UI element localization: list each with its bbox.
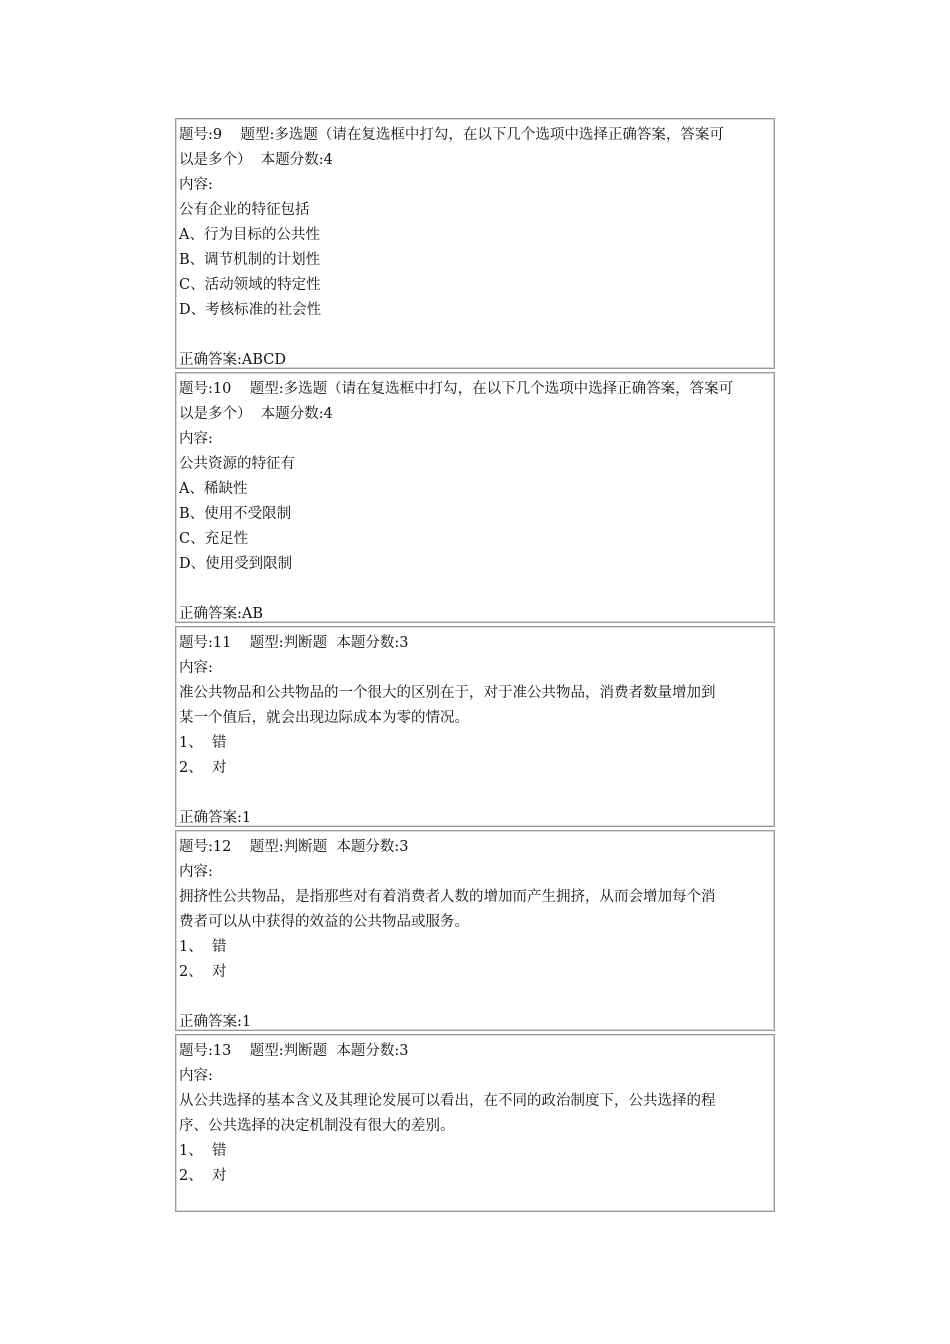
option-b: B、调节机制的计划性 [179, 252, 321, 268]
question-stem-cont: 某一个值后，就会出现边际成本为零的情况。 [179, 710, 469, 726]
correct-answer: 正确答案:1 [179, 1014, 252, 1030]
option-a: A、稀缺性 [179, 481, 248, 497]
content-label: 内容: [179, 431, 213, 447]
content-label: 内容: [179, 177, 213, 193]
question-stem: 从公共选择的基本含义及其理论发展可以看出，在不同的政治制度下，公共选择的程 [179, 1093, 716, 1109]
option-2: 2、 对 [179, 964, 227, 980]
question-block-9 [175, 118, 775, 369]
question-stem-cont: 费者可以从中获得的效益的公共物品或服务。 [179, 914, 469, 930]
question-block-13 [175, 1034, 775, 1212]
correct-answer: 正确答案:AB [179, 606, 264, 622]
question-header: 题号:10 题型:多选题（请在复选框中打勾，在以下几个选项中选择正确答案，答案可 [179, 381, 734, 397]
correct-answer: 正确答案:ABCD [179, 352, 287, 368]
option-1: 1、 错 [179, 1143, 227, 1159]
option-d: D、使用受到限制 [179, 556, 293, 572]
option-c: C、活动领域的特定性 [179, 277, 321, 293]
option-a: A、行为目标的公共性 [179, 227, 320, 243]
content-label: 内容: [179, 660, 213, 676]
option-b: B、使用不受限制 [179, 506, 292, 522]
question-stem: 准公共物品和公共物品的一个很大的区别在于，对于准公共物品，消费者数量增加到 [179, 685, 716, 701]
content-label: 内容: [179, 864, 213, 880]
option-1: 1、 错 [179, 939, 227, 955]
question-header: 题号:13 题型:判断题 本题分数:3 [179, 1043, 409, 1059]
question-stem: 公有企业的特征包括 [179, 202, 310, 218]
question-header: 题号:11 题型:判断题 本题分数:3 [179, 635, 409, 651]
option-1: 1、 错 [179, 735, 227, 751]
question-stem: 公共资源的特征有 [179, 456, 295, 472]
question-header: 题号:12 题型:判断题 本题分数:3 [179, 839, 409, 855]
question-block-11 [175, 626, 775, 827]
question-block-10 [175, 372, 775, 623]
question-header: 题号:9 题型:多选题（请在复选框中打勾，在以下几个选项中选择正确答案，答案可 [179, 127, 724, 143]
option-c: C、充足性 [179, 531, 249, 547]
question-stem-cont: 序、公共选择的决定机制没有很大的差别。 [179, 1118, 455, 1134]
question-header-cont: 以是多个） 本题分数:4 [179, 406, 333, 422]
option-2: 2、 对 [179, 760, 227, 776]
question-stem: 拥挤性公共物品，是指那些对有着消费者人数的增加而产生拥挤，从而会增加每个消 [179, 889, 716, 905]
content-label: 内容: [179, 1068, 213, 1084]
question-header-cont: 以是多个） 本题分数:4 [179, 152, 333, 168]
correct-answer: 正确答案:1 [179, 810, 252, 826]
option-2: 2、 对 [179, 1168, 227, 1184]
option-d: D、考核标准的社会性 [179, 302, 322, 318]
question-list [175, 118, 775, 1215]
question-block-12 [175, 830, 775, 1031]
